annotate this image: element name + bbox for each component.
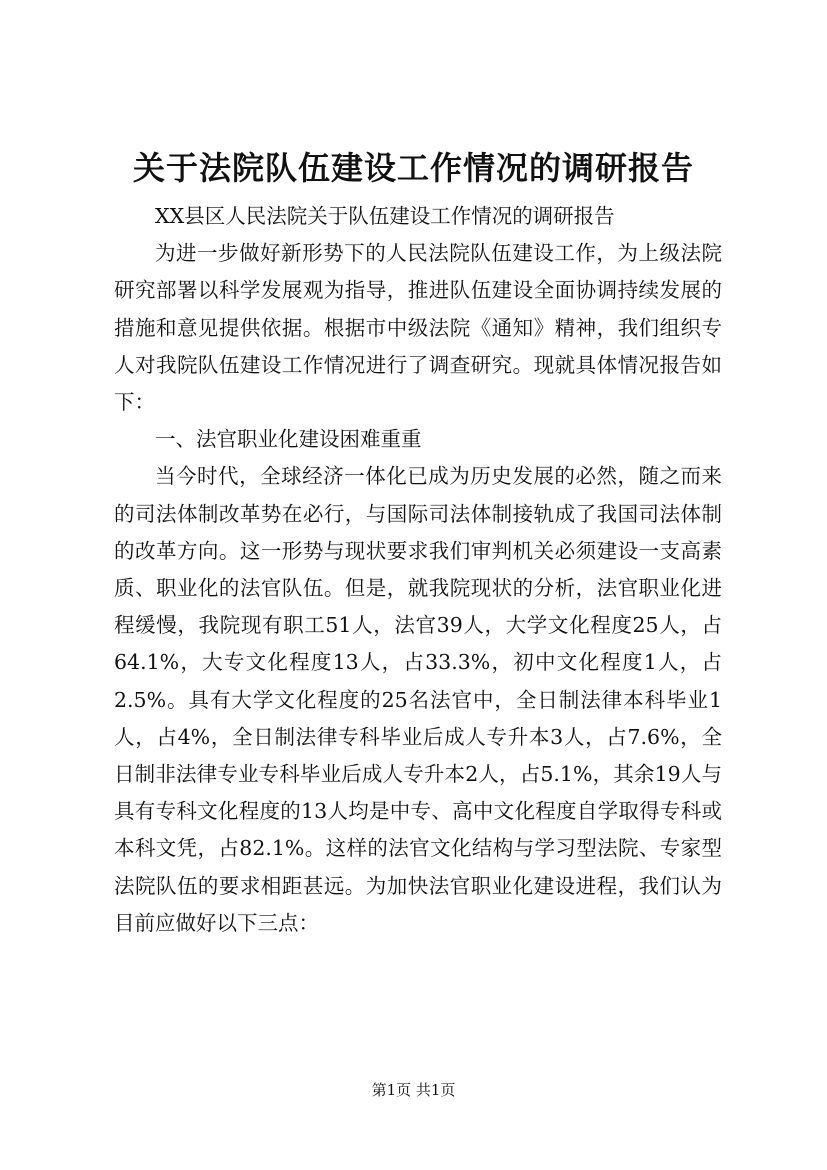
subtitle-paragraph: XX县区人民法院关于队伍建设工作情况的调研报告	[155, 204, 615, 228]
document-title: 关于法院队伍建设工作情况的调研报告	[132, 149, 694, 187]
section-heading: 一、法官职业化建设困难重重	[155, 427, 422, 452]
intro-paragraph: 为进一步做好新形势下的人民法院队伍建设工作，为上级法院研究部署以科学发展观为指导，推进队伍建设全面协调持续发展的措施和意见提供依据。根据市中级法院《通知》精神，我们组织专人对我院队伍建设工作情况进行了调查研究。现就具体情况报告如下：	[114, 241, 722, 415]
document-body	[114, 198, 722, 942]
page-number-footer: 第1页 共1页	[371, 1081, 456, 1099]
body-paragraph: 当今时代，全球经济一体化已成为历史发展的必然，随之而来的司法体制改革势在必行，与国际司法体制接轨成了我国司法体制的改革方向。这一形势与现状要求我们审判机关必须建设一支高素质、职业化的法官队伍。但是，就我院现状的分析，法官职业化进程缓慢，我院现有职工51人，法官39人，大学文化程度25人，占64.1%，大专文化程度13人，占33.3%，初中文化程度1人，占2.5%。具有大学文化程度的25名法官中，全日制法律本科毕业1人，占4%，全日制法律专科毕业后成人专升本3人，占7.6%，全日制非法律专业专科毕业后成人专升本2人，占5.1%，其余19人与具有专科文化程度的13人均是中专、高中文化程度自学取得专科或本科文凭，占82.1%。这样的法官文化结构与学习型法院、专家型法院队伍的要求相距甚远。为加快法官职业化建设进程，我们认为目前应做好以下三点：	[114, 464, 722, 935]
